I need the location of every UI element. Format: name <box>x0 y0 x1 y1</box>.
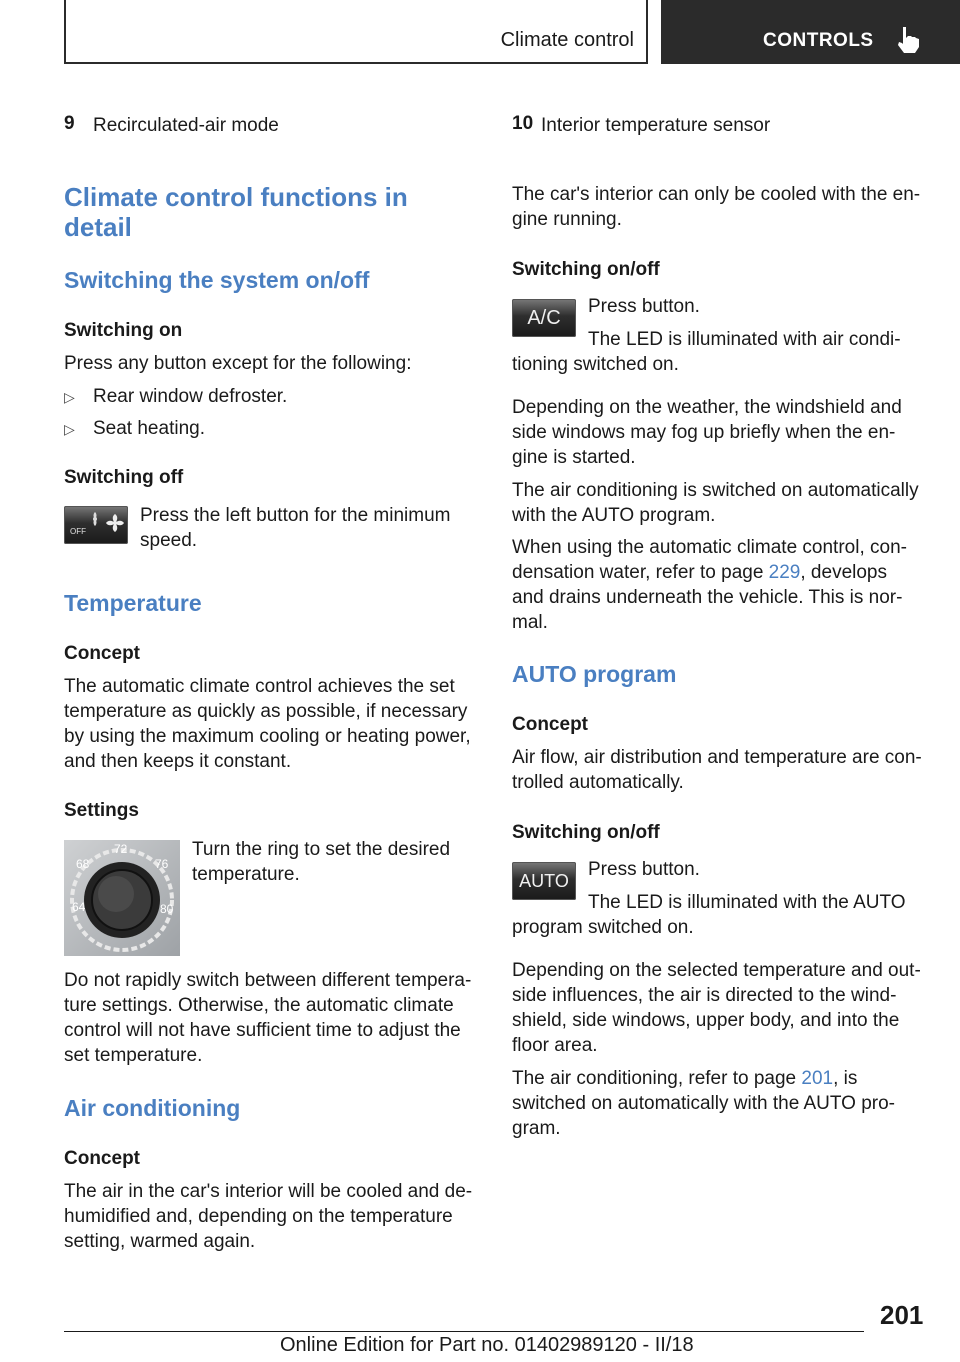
subheading-switching-on: Switching on <box>64 320 183 341</box>
subheading-switching-off: Switching off <box>64 467 184 488</box>
legend-item-9 <box>64 113 279 136</box>
page-link-229[interactable]: 229 <box>768 562 801 583</box>
auto-button-label: AUTO <box>519 871 569 891</box>
auto-ac-text: The air conditioning, refer to page 201, is switched on automatically with the AUTO pro- gram. <box>512 1068 895 1139</box>
chapter-title: Climate control <box>500 29 634 51</box>
fog-text: Depending on the weather, the windshield and side windows may fog up briefly when the en- gine is started. <box>512 397 902 468</box>
heading-temperature: Temperature <box>64 590 202 616</box>
page-number: 201 <box>880 1300 924 1330</box>
subheading-auto-switching: Switching on/off <box>512 822 660 843</box>
dial-tick: 72 <box>114 842 128 856</box>
triangle-bullet-icon: ▷ <box>64 389 75 405</box>
dial-tick: 68 <box>76 857 90 871</box>
dial-tick: 80 <box>160 902 174 916</box>
condensation-text: When using the automatic climate control, con- densation water, refer to page 229, develops and drains underneath the vehicle. This is nor- mal. <box>512 537 907 633</box>
dial-tick: 76 <box>155 857 169 871</box>
section-title: CONTROLS <box>763 30 874 51</box>
pointing-hand-icon <box>894 25 922 55</box>
ac-led-text-2: tioning switched on. <box>512 354 679 375</box>
page-link-201[interactable]: 201 <box>801 1068 834 1089</box>
legend-text: Interior temperature sensor <box>541 115 771 136</box>
legend-number: 10 <box>512 113 534 134</box>
subheading-concept: Concept <box>64 643 140 664</box>
footer-divider <box>64 1331 864 1332</box>
ac-concept-text: The air in the car's interior will be cooled and de- humidified and, depending on the temperature setting, warmed again. <box>64 1181 473 1252</box>
ac-button-image <box>512 299 576 337</box>
heading-auto-program: AUTO program <box>512 661 677 687</box>
small-fan-icon <box>88 512 102 526</box>
triangle-bullet-icon: ▷ <box>64 421 75 437</box>
temperature-dial-image <box>64 840 180 956</box>
switching-off-text: Press the left button for the minimum speed. <box>140 505 451 551</box>
auto-led-text-1: The LED is illuminated with the AUTO <box>588 892 906 913</box>
subheading-concept: Concept <box>512 714 588 735</box>
heading-air-conditioning: Air conditioning <box>64 1095 241 1121</box>
main-heading-line: Climate control functions in <box>64 182 408 212</box>
ac-led-text-1: The LED is illuminated with air condi- <box>588 329 901 350</box>
off-button-label: OFF <box>70 527 86 536</box>
settings-text: Turn the ring to set the desired temperature. <box>192 839 451 885</box>
list-item: ▷ Rear window defroster. <box>64 384 287 410</box>
switching-on-text: Press any button except for the following: <box>64 353 412 374</box>
main-heading-line: detail <box>64 212 132 242</box>
auto-button-image <box>512 862 576 900</box>
legend-item-10 <box>512 113 771 136</box>
footer-edition: Online Edition for Part no. 01402989120 - II/18 <box>280 1334 694 1356</box>
temperature-concept-text: The automatic climate control achieves the set temperature as quickly as possible, if necessary by using the maximum cooling or heating power, and then keeps it constant. <box>64 676 471 772</box>
ac-press-text: Press button. <box>588 296 700 317</box>
legend-text: Recirculated-air mode <box>93 115 279 136</box>
auto-press-text: Press button. <box>588 859 700 880</box>
dial-tick: 64 <box>72 900 86 914</box>
auto-led-text-2: program switched on. <box>512 917 694 938</box>
auto-on-text: The air conditioning is switched on automatically with the AUTO program. <box>512 480 919 526</box>
fan-icon <box>105 513 125 533</box>
heading-switching-system: Switching the system on/off <box>64 267 370 293</box>
legend-number: 9 <box>64 113 75 134</box>
cooling-text: The car's interior can only be cooled with the en- gine running. <box>512 184 921 230</box>
main-heading <box>64 182 408 242</box>
auto-distribution-text: Depending on the selected temperature and out- side influences, the air is directed to the wind- shield, side windows, upper body, and into the floor area. <box>512 960 921 1056</box>
subheading-ac-switching: Switching on/off <box>512 259 660 280</box>
auto-concept-text: Air flow, air distribution and temperature are con- trolled automatically. <box>512 747 922 793</box>
list-item: ▷ Seat heating. <box>64 416 205 442</box>
subheading-settings: Settings <box>64 800 139 821</box>
fan-off-button-image <box>64 506 128 544</box>
subheading-concept: Concept <box>64 1148 140 1169</box>
ac-button-label: A/C <box>527 307 561 329</box>
temperature-warning-text: Do not rapidly switch between different tempera- ture settings. Otherwise, the automatic climate control will not have sufficient time to adjust the set temperature. <box>64 970 472 1066</box>
